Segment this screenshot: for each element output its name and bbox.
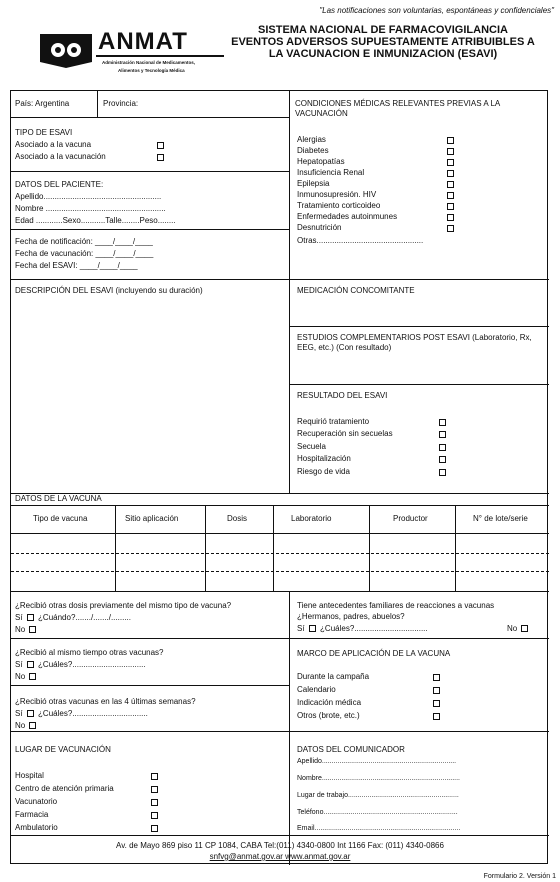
column-divider <box>205 505 206 591</box>
checkbox[interactable] <box>447 203 454 210</box>
checkbox[interactable] <box>27 710 34 717</box>
divider <box>289 91 290 493</box>
checkbox[interactable] <box>27 614 34 621</box>
option-label: Asociado a la vacuna <box>15 140 92 149</box>
form-title <box>222 24 544 60</box>
no-label: No <box>15 672 26 681</box>
marco-label: Indicación médica <box>297 698 362 707</box>
answer-row <box>15 625 38 635</box>
result-label: Riesgo de vida <box>297 467 350 476</box>
condition-label: Tratamiento corticoideo <box>297 201 381 210</box>
column-header: Sitio aplicación <box>125 514 179 523</box>
checkbox[interactable] <box>309 625 316 632</box>
form-version: Formulario 2. Versión 1 <box>483 873 556 880</box>
lugar-label: Hospital <box>15 771 44 780</box>
divider <box>11 279 289 280</box>
email-field[interactable]: Email........................................................................... <box>297 825 461 832</box>
lugar-label: Centro de atención primaria <box>15 784 114 793</box>
column-header: Productor <box>393 514 428 523</box>
column-header: N° de lote/serie <box>473 514 528 523</box>
checkbox[interactable] <box>447 137 454 144</box>
column-header: Laboratorio <box>291 514 332 523</box>
title-line-3: LA VACUNACION E INMUNIZACION (ESAVI) <box>268 48 498 60</box>
yes-label: Sí <box>15 660 23 669</box>
column-divider <box>273 505 274 591</box>
yes-label: Sí <box>297 624 305 633</box>
lugar-label: Farmacia <box>15 810 49 819</box>
answer-row <box>15 613 131 623</box>
divider <box>11 229 289 230</box>
no-label: No <box>15 721 26 730</box>
checkbox[interactable] <box>447 225 454 232</box>
question-label: Tiene antecedentes familiares de reacciones a vacunas <box>297 601 495 610</box>
result-label: Recuperación sin secuelas <box>297 429 393 438</box>
checkbox[interactable] <box>433 674 440 681</box>
answer-row <box>15 709 148 719</box>
checkbox[interactable] <box>157 154 164 161</box>
apellido-field[interactable]: Apellido..................................................... <box>15 192 162 201</box>
which-field[interactable]: ¿Cuáles?.................................. <box>38 709 148 718</box>
checkbox[interactable] <box>433 687 440 694</box>
checkbox[interactable] <box>151 825 158 832</box>
column-divider <box>115 505 116 591</box>
divider <box>289 384 549 385</box>
when-field[interactable]: ¿Cuándo?......./......./......... <box>38 613 131 622</box>
title-line-1: SISTEMA NACIONAL DE FARMACOVIGILANCIA <box>258 24 508 36</box>
section-title-comunicador: DATOS DEL COMUNICADOR <box>297 745 405 754</box>
anmat-logo <box>22 30 212 82</box>
fecha-vacunacion-field[interactable]: Fecha de vacunación: ____/____/____ <box>15 249 154 258</box>
divider <box>11 533 549 534</box>
lugar-label: Vacunatorio <box>15 797 58 806</box>
section-title-vacuna: DATOS DE LA VACUNA <box>15 494 102 503</box>
edad-field[interactable]: Edad ............Sexo...........Talle........Peso........ <box>15 216 176 225</box>
condition-label: Insuficiencia Renal <box>297 168 365 177</box>
marco-label: Otros (brote, etc.) <box>297 711 360 720</box>
section-title-estudios: ESTUDIOS COMPLEMENTARIOS POST ESAVI (Laboratorio, Rx, EEG, etc.) (Con resultado) <box>297 333 532 352</box>
divider <box>11 835 549 836</box>
column-header: Tipo de vacuna <box>33 514 88 523</box>
option-label: Asociado a la vacunación <box>15 152 106 161</box>
question-label: ¿Recibió otras vacunas en las 4 últimas semanas? <box>15 697 196 706</box>
answer-row <box>507 624 530 634</box>
yes-label: Sí <box>15 613 23 622</box>
section-title-descripcion: DESCRIPCIÓN DEL ESAVI (incluyendo su duración) <box>15 286 203 295</box>
checkbox[interactable] <box>447 181 454 188</box>
checkbox[interactable] <box>151 773 158 780</box>
checkbox[interactable] <box>433 713 440 720</box>
section-title-resultado: RESULTADO DEL ESAVI <box>297 391 388 400</box>
checkbox[interactable] <box>447 214 454 221</box>
fecha-esavi-field[interactable]: Fecha del ESAVI: ____/____/____ <box>15 261 138 270</box>
checkbox[interactable] <box>439 444 446 451</box>
otras-field[interactable]: Otras................................................ <box>297 236 424 245</box>
divider <box>289 638 549 639</box>
yes-label: Sí <box>15 709 23 718</box>
answer-row <box>15 660 146 670</box>
footer-contact-link[interactable]: snfvg@anmat.gov.ar www.anmat.gov.ar <box>209 852 351 861</box>
section-title-medicacion: MEDICACIÓN CONCOMITANTE <box>297 286 415 295</box>
nombre-field[interactable]: Nombre ...................................................... <box>15 204 166 213</box>
divider <box>289 591 290 865</box>
divider <box>289 326 549 327</box>
divider <box>11 117 289 118</box>
condition-label: Hepatopatías <box>297 157 345 166</box>
question-label: ¿Recibió al mismo tiempo otras vacunas? <box>15 648 164 657</box>
checkbox[interactable] <box>439 431 446 438</box>
section-title-condiciones: CONDICIONES MÉDICAS RELEVANTES PREVIAS A LA VACUNACIÓN <box>295 99 500 118</box>
table-row-line <box>11 571 549 572</box>
condition-label: Enfermedades autoinmunes <box>297 212 398 221</box>
section-title-tipo-esavi: TIPO DE ESAVI <box>15 128 73 137</box>
checkbox[interactable] <box>439 469 446 476</box>
apellido-field[interactable]: Apellido..................................................................... <box>297 758 457 765</box>
marco-label: Calendario <box>297 685 336 694</box>
divider <box>11 685 289 686</box>
fecha-notificacion-field[interactable]: Fecha de notificación: ____/____/____ <box>15 237 153 246</box>
which-field[interactable]: ¿Cuáles?................................. <box>38 660 146 669</box>
checkbox[interactable] <box>521 625 528 632</box>
lugar-trabajo-field[interactable]: Lugar de trabajo......................................................... <box>297 792 459 799</box>
logo-subtitle-1: Administración Nacional de Medicamentos, <box>102 60 196 65</box>
checkbox[interactable] <box>439 456 446 463</box>
checkbox[interactable] <box>27 661 34 668</box>
answer-row <box>297 624 428 634</box>
lugar-label: Ambulatorio <box>15 823 58 832</box>
checkbox[interactable] <box>447 192 454 199</box>
section-title-marco: MARCO DE APLICACIÓN DE LA VACUNA <box>297 649 451 658</box>
province-field[interactable]: Provincia: <box>103 99 139 108</box>
checkbox[interactable] <box>157 142 164 149</box>
no-label: No <box>507 624 518 633</box>
result-label: Secuela <box>297 442 326 451</box>
marco-label: Durante la campaña <box>297 672 370 681</box>
checkbox[interactable] <box>439 419 446 426</box>
no-label: No <box>15 625 26 634</box>
condition-label: Epilepsia <box>297 179 330 188</box>
divider <box>11 591 549 592</box>
checkbox[interactable] <box>29 722 36 729</box>
anmat-emblem-icon <box>38 32 94 70</box>
descripcion-textarea[interactable] <box>15 299 285 489</box>
section-title-paciente: DATOS DEL PACIENTE: <box>15 180 104 189</box>
question-label: ¿Hermanos, padres, abuelos? <box>297 612 405 621</box>
table-row-line <box>11 553 549 554</box>
checkbox[interactable] <box>151 786 158 793</box>
checkbox[interactable] <box>151 799 158 806</box>
checkbox[interactable] <box>447 148 454 155</box>
divider <box>11 731 549 732</box>
divider <box>11 171 289 172</box>
result-label: Requirió tratamiento <box>297 417 370 426</box>
condition-label: Alergias <box>297 135 326 144</box>
logo-subtitle-2: Alimentos y Tecnología Médica <box>118 68 185 73</box>
result-label: Hospitalización <box>297 454 351 463</box>
answer-row <box>15 721 38 731</box>
nombre-field[interactable]: Nombre....................................................................... <box>297 775 460 782</box>
checkbox[interactable] <box>447 170 454 177</box>
section-title-lugar: LUGAR DE VACUNACIÓN <box>15 745 111 754</box>
condition-label: Desnutrición <box>297 223 342 232</box>
column-header: Dosis <box>227 514 248 523</box>
which-field[interactable]: ¿Cuáles?................................. <box>320 624 428 633</box>
esavi-form <box>10 90 548 864</box>
divider <box>11 638 289 639</box>
divider <box>97 91 98 117</box>
country-label: País: Argentina <box>15 99 70 108</box>
checkbox[interactable] <box>29 673 36 680</box>
checkbox[interactable] <box>447 159 454 166</box>
title-line-2: EVENTOS ADVERSOS SUPUESTAMENTE ATRIBUIBLES A <box>231 36 535 48</box>
column-divider <box>455 505 456 591</box>
checkbox[interactable] <box>29 626 36 633</box>
answer-row <box>15 672 38 682</box>
checkbox[interactable] <box>151 812 158 819</box>
divider <box>11 505 549 506</box>
telefono-field[interactable]: Teléfono..................................................................... <box>297 809 458 816</box>
logo-name: ANMAT <box>98 28 188 55</box>
condition-label: Diabetes <box>297 146 329 155</box>
logo-rule <box>96 55 224 57</box>
footer-address: Av. de Mayo 869 piso 11 CP 1084, CABA Tel:(011) 4340-0800 Int 1166 Fax: (011) 4340-0866 <box>116 841 444 850</box>
condition-label: Inmunosupresión. HIV <box>297 190 377 199</box>
column-divider <box>369 505 370 591</box>
divider <box>289 279 549 280</box>
question-label: ¿Recibió otras dosis previamente del mismo tipo de vacuna? <box>15 601 232 610</box>
checkbox[interactable] <box>433 700 440 707</box>
confidentiality-note: "Las notificaciones son voluntarias, espontáneas y confidenciales" <box>319 6 554 15</box>
